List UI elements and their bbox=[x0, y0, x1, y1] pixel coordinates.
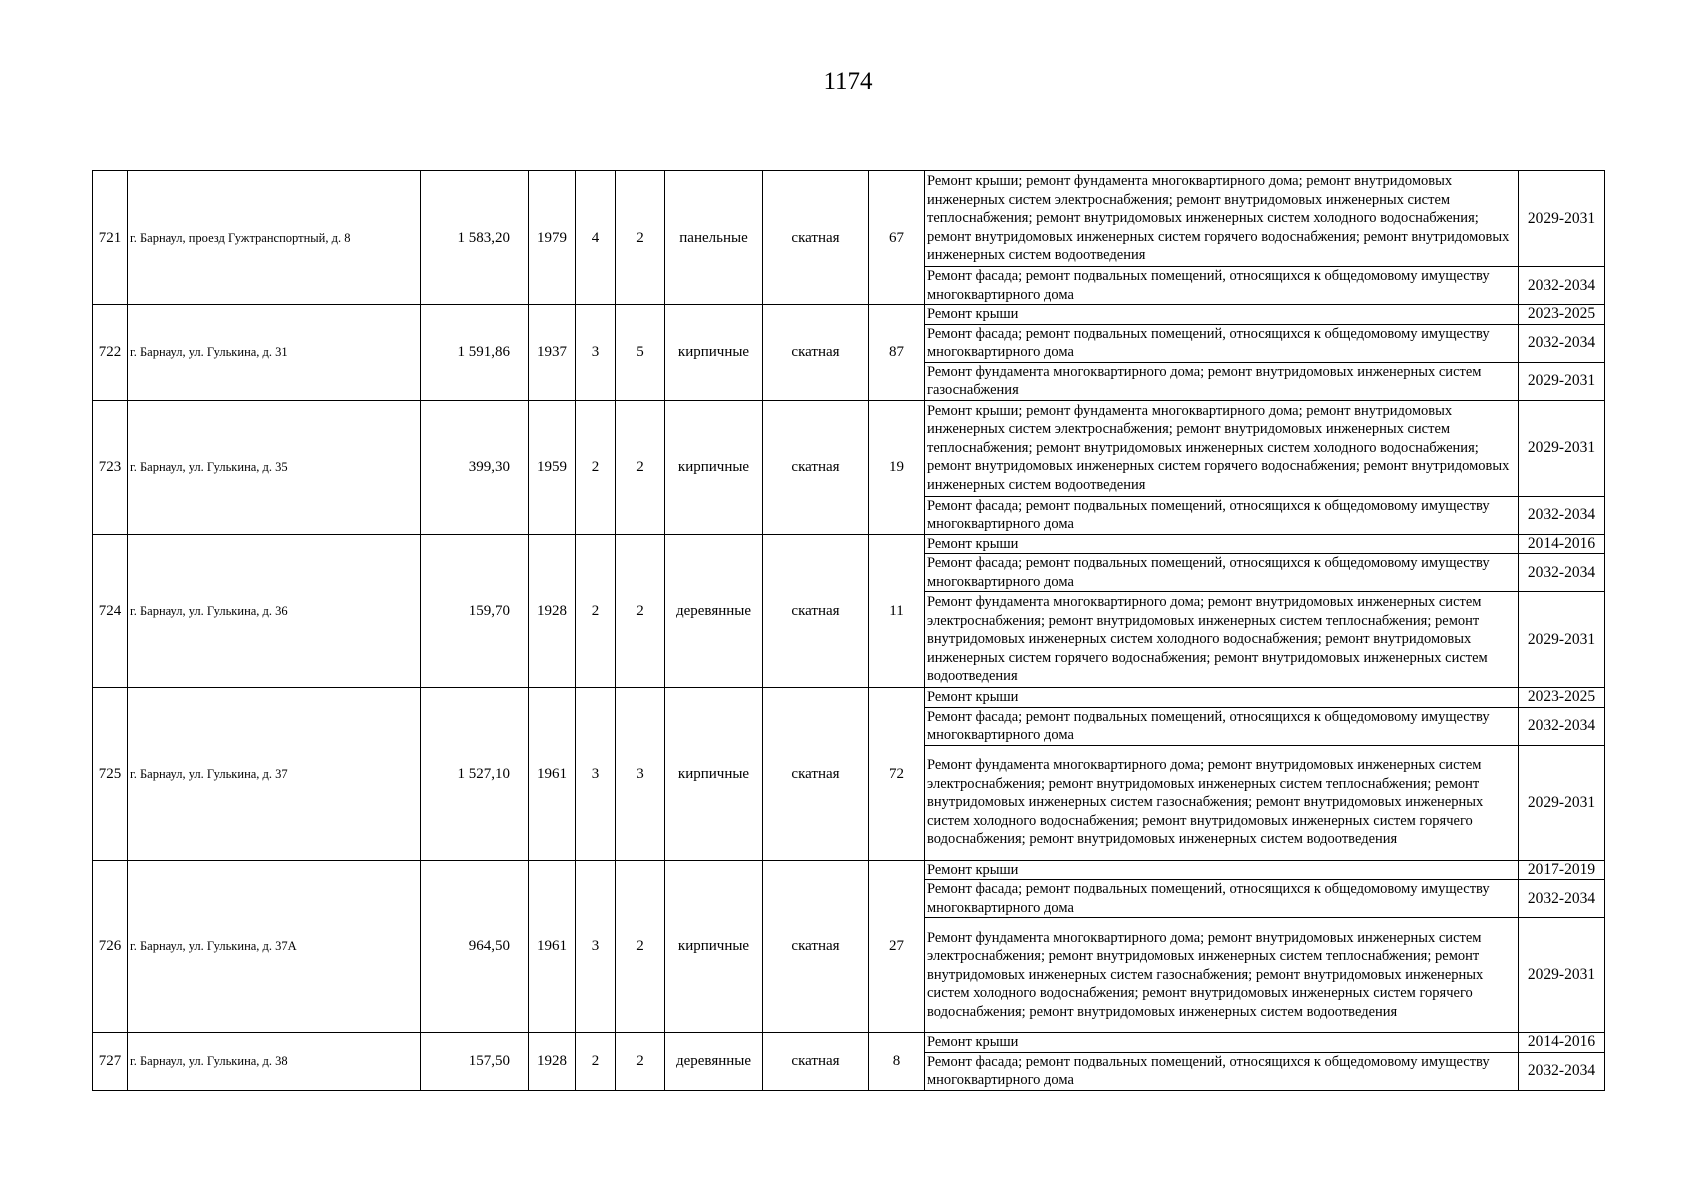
year-cell: 1937 bbox=[529, 305, 576, 401]
address-cell: г. Барнаул, ул. Гулькина, д. 35 bbox=[128, 400, 421, 534]
row-number: 727 bbox=[93, 1033, 128, 1091]
row-number: 723 bbox=[93, 400, 128, 534]
works-cell: Ремонт крыши bbox=[925, 1033, 1519, 1053]
address-cell: г. Барнаул, ул. Гулькина, д. 31 bbox=[128, 305, 421, 401]
entrances-cell: 2 bbox=[616, 400, 665, 534]
period-cell: 2023-2025 bbox=[1519, 305, 1605, 325]
area-cell: 157,50 bbox=[421, 1033, 529, 1091]
period-cell: 2017-2019 bbox=[1519, 860, 1605, 880]
row-number: 721 bbox=[93, 171, 128, 305]
wall-material-cell: кирпичные bbox=[665, 305, 763, 401]
period-cell: 2032-2034 bbox=[1519, 554, 1605, 592]
entrances-cell: 2 bbox=[616, 534, 665, 688]
row-number: 725 bbox=[93, 688, 128, 861]
area-cell: 1 583,20 bbox=[421, 171, 529, 305]
period-cell: 2032-2034 bbox=[1519, 880, 1605, 918]
table-row bbox=[93, 534, 1605, 554]
works-cell: Ремонт фасада; ремонт подвальных помещений, относящихся к общедомовому имуществу многоквартирного дома bbox=[925, 267, 1519, 305]
row-number: 726 bbox=[93, 860, 128, 1033]
works-cell: Ремонт фундамента многоквартирного дома; ремонт внутридомовых инженерных систем электроснабжения; ремонт внутридомовых инженерных систем теплоснабжения; ремонт внутридомовых инженерных систем газоснабжения; ремонт внутридомовых инженерных систем холодного водоснабжения; ремонт внутридомовых инженерных систем горячего водоснабжения; ремонт внутридомовых инженерных систем водоотведения bbox=[925, 918, 1519, 1033]
residents-cell: 11 bbox=[869, 534, 925, 688]
address-cell: г. Барнаул, ул. Гулькина, д. 38 bbox=[128, 1033, 421, 1091]
works-cell: Ремонт фасада; ремонт подвальных помещений, относящихся к общедомовому имуществу многоквартирного дома bbox=[925, 1052, 1519, 1090]
period-cell: 2032-2034 bbox=[1519, 496, 1605, 534]
period-cell: 2032-2034 bbox=[1519, 324, 1605, 362]
address-cell: г. Барнаул, проезд Гужтранспортный, д. 8 bbox=[128, 171, 421, 305]
works-cell: Ремонт крыши bbox=[925, 860, 1519, 880]
year-cell: 1961 bbox=[529, 860, 576, 1033]
entrances-cell: 2 bbox=[616, 171, 665, 305]
floors-cell: 3 bbox=[576, 860, 616, 1033]
works-cell: Ремонт фасада; ремонт подвальных помещений, относящихся к общедомовому имуществу многоквартирного дома bbox=[925, 707, 1519, 745]
period-cell: 2029-2031 bbox=[1519, 171, 1605, 267]
wall-material-cell: кирпичные bbox=[665, 860, 763, 1033]
period-cell: 2029-2031 bbox=[1519, 400, 1605, 496]
table-row bbox=[93, 400, 1605, 496]
period-cell: 2029-2031 bbox=[1519, 362, 1605, 400]
period-cell: 2029-2031 bbox=[1519, 918, 1605, 1033]
housing-repair-table bbox=[92, 170, 1605, 1091]
row-number: 722 bbox=[93, 305, 128, 401]
table-row bbox=[93, 305, 1605, 325]
roof-type-cell: скатная bbox=[763, 400, 869, 534]
works-cell: Ремонт крыши; ремонт фундамента многоквартирного дома; ремонт внутридомовых инженерных систем электроснабжения; ремонт внутридомовых инженерных систем теплоснабжения; ремонт внутридомовых инженерных систем холодного водоснабжения; ремонт внутридомовых инженерных систем горячего водоснабжения; ремонт внутридомовых инженерных систем водоотведения bbox=[925, 400, 1519, 496]
works-cell: Ремонт фундамента многоквартирного дома; ремонт внутридомовых инженерных систем электроснабжения; ремонт внутридомовых инженерных систем теплоснабжения; ремонт внутридомовых инженерных систем холодного водоснабжения; ремонт внутридомовых инженерных систем горячего водоснабжения; ремонт внутридомовых инженерных систем водоотведения bbox=[925, 592, 1519, 688]
residents-cell: 27 bbox=[869, 860, 925, 1033]
entrances-cell: 2 bbox=[616, 1033, 665, 1091]
works-cell: Ремонт крыши bbox=[925, 534, 1519, 554]
works-cell: Ремонт крыши bbox=[925, 688, 1519, 708]
row-number: 724 bbox=[93, 534, 128, 688]
period-cell: 2029-2031 bbox=[1519, 745, 1605, 860]
wall-material-cell: кирпичные bbox=[665, 688, 763, 861]
works-cell: Ремонт фасада; ремонт подвальных помещений, относящихся к общедомовому имуществу многоквартирного дома bbox=[925, 880, 1519, 918]
entrances-cell: 5 bbox=[616, 305, 665, 401]
entrances-cell: 2 bbox=[616, 860, 665, 1033]
entrances-cell: 3 bbox=[616, 688, 665, 861]
floors-cell: 3 bbox=[576, 305, 616, 401]
residents-cell: 72 bbox=[869, 688, 925, 861]
period-cell: 2023-2025 bbox=[1519, 688, 1605, 708]
works-cell: Ремонт фасада; ремонт подвальных помещений, относящихся к общедомовому имуществу многоквартирного дома bbox=[925, 324, 1519, 362]
residents-cell: 8 bbox=[869, 1033, 925, 1091]
table-row bbox=[93, 688, 1605, 708]
address-cell: г. Барнаул, ул. Гулькина, д. 37 bbox=[128, 688, 421, 861]
roof-type-cell: скатная bbox=[763, 688, 869, 861]
works-cell: Ремонт фасада; ремонт подвальных помещений, относящихся к общедомовому имуществу многоквартирного дома bbox=[925, 554, 1519, 592]
residents-cell: 19 bbox=[869, 400, 925, 534]
period-cell: 2029-2031 bbox=[1519, 592, 1605, 688]
wall-material-cell: кирпичные bbox=[665, 400, 763, 534]
table-row bbox=[93, 860, 1605, 880]
period-cell: 2032-2034 bbox=[1519, 707, 1605, 745]
year-cell: 1979 bbox=[529, 171, 576, 305]
period-cell: 2032-2034 bbox=[1519, 267, 1605, 305]
wall-material-cell: панельные bbox=[665, 171, 763, 305]
area-cell: 1 527,10 bbox=[421, 688, 529, 861]
floors-cell: 2 bbox=[576, 534, 616, 688]
works-cell: Ремонт фундамента многоквартирного дома; ремонт внутридомовых инженерных систем газоснабжения bbox=[925, 362, 1519, 400]
table-row bbox=[93, 171, 1605, 267]
page-number: 1174 bbox=[823, 68, 873, 95]
period-cell: 2014-2016 bbox=[1519, 534, 1605, 554]
table-row bbox=[93, 1033, 1605, 1053]
period-cell: 2032-2034 bbox=[1519, 1052, 1605, 1090]
area-cell: 399,30 bbox=[421, 400, 529, 534]
floors-cell: 2 bbox=[576, 400, 616, 534]
address-cell: г. Барнаул, ул. Гулькина, д. 37А bbox=[128, 860, 421, 1033]
works-cell: Ремонт крыши bbox=[925, 305, 1519, 325]
roof-type-cell: скатная bbox=[763, 171, 869, 305]
works-cell: Ремонт фундамента многоквартирного дома; ремонт внутридомовых инженерных систем электроснабжения; ремонт внутридомовых инженерных систем теплоснабжения; ремонт внутридомовых инженерных систем газоснабжения; ремонт внутридомовых инженерных систем холодного водоснабжения; ремонт внутридомовых инженерных систем горячего водоснабжения; ремонт внутридомовых инженерных систем водоотведения bbox=[925, 745, 1519, 860]
area-cell: 964,50 bbox=[421, 860, 529, 1033]
roof-type-cell: скатная bbox=[763, 860, 869, 1033]
floors-cell: 2 bbox=[576, 1033, 616, 1091]
floors-cell: 3 bbox=[576, 688, 616, 861]
period-cell: 2014-2016 bbox=[1519, 1033, 1605, 1053]
roof-type-cell: скатная bbox=[763, 1033, 869, 1091]
residents-cell: 67 bbox=[869, 171, 925, 305]
residents-cell: 87 bbox=[869, 305, 925, 401]
works-cell: Ремонт фасада; ремонт подвальных помещений, относящихся к общедомовому имуществу многоквартирного дома bbox=[925, 496, 1519, 534]
works-cell: Ремонт крыши; ремонт фундамента многоквартирного дома; ремонт внутридомовых инженерных систем электроснабжения; ремонт внутридомовых инженерных систем теплоснабжения; ремонт внутридомовых инженерных систем холодного водоснабжения; ремонт внутридомовых инженерных систем горячего водоснабжения; ремонт внутридомовых инженерных систем водоотведения bbox=[925, 171, 1519, 267]
wall-material-cell: деревянные bbox=[665, 534, 763, 688]
year-cell: 1959 bbox=[529, 400, 576, 534]
floors-cell: 4 bbox=[576, 171, 616, 305]
address-cell: г. Барнаул, ул. Гулькина, д. 36 bbox=[128, 534, 421, 688]
roof-type-cell: скатная bbox=[763, 534, 869, 688]
roof-type-cell: скатная bbox=[763, 305, 869, 401]
year-cell: 1928 bbox=[529, 534, 576, 688]
year-cell: 1961 bbox=[529, 688, 576, 861]
year-cell: 1928 bbox=[529, 1033, 576, 1091]
wall-material-cell: деревянные bbox=[665, 1033, 763, 1091]
area-cell: 1 591,86 bbox=[421, 305, 529, 401]
area-cell: 159,70 bbox=[421, 534, 529, 688]
